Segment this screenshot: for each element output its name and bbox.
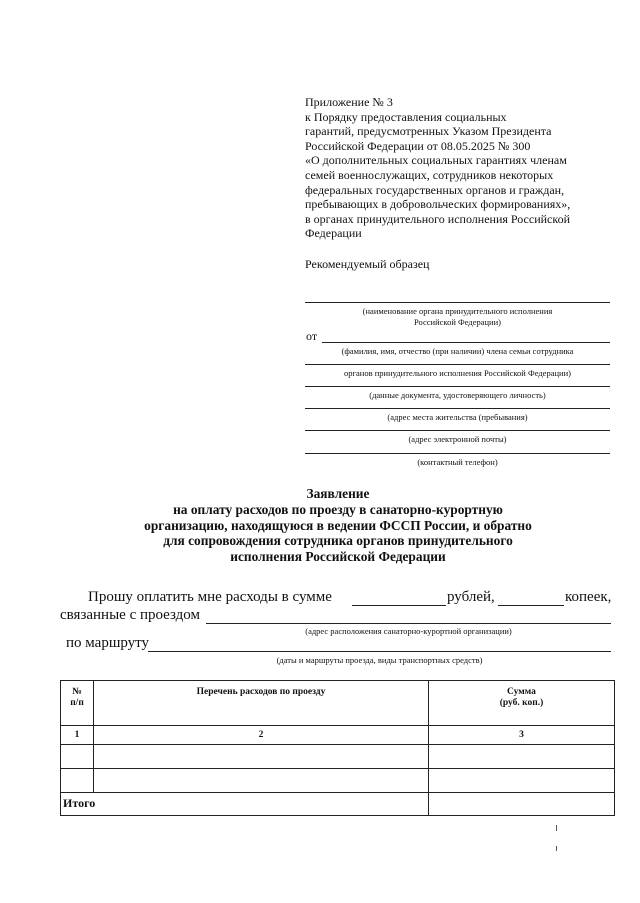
table-cell[interactable] [61, 769, 94, 793]
route-caption: (даты и маршруты проезда, виды транспортных средств) [276, 655, 483, 665]
document-title [60, 486, 616, 565]
phone-caption: (контактный телефон) [417, 457, 498, 467]
annex-line: в органах принудительного исполнения Российской [305, 211, 571, 226]
email-field[interactable] [305, 430, 610, 431]
table-row[interactable] [61, 745, 615, 769]
annex-line: Федерации [305, 226, 362, 241]
table-cell[interactable] [429, 745, 615, 769]
total-label: Итого [61, 793, 429, 816]
rubles-label: рублей, [447, 589, 495, 605]
header-number [61, 681, 94, 726]
annex-line: Российской Федерации от 08.05.2025 № 300 [305, 138, 531, 153]
annex-line: к Порядку предоставления социальных [305, 109, 507, 124]
annex-line: пребывающих в добровольческих формированиях», [305, 197, 571, 212]
table-cell[interactable] [429, 769, 615, 793]
header-number-symbol: № [72, 687, 82, 697]
related-text: связанные с проездом [60, 607, 201, 623]
sanatorium-address-field[interactable] [206, 623, 611, 624]
organ-name-field[interactable] [305, 302, 610, 303]
title-line: для сопровождения сотрудника органов принудительного [163, 533, 513, 549]
kopecks-label: копеек, [565, 589, 612, 605]
col-number-1: 1 [61, 726, 94, 745]
total-amount-cell[interactable] [429, 793, 615, 816]
organ-caption-3: органов принудительного исполнения Российской Федерации) [344, 368, 571, 378]
header-number-abbr: п/п [70, 698, 84, 708]
email-caption: (адрес электронной почты) [408, 434, 507, 444]
table-numbering-row [61, 726, 615, 745]
annex-line: семей военнослужащих, сотрудников некоторых [305, 167, 554, 182]
fio-field[interactable] [322, 342, 610, 343]
header-amount [429, 681, 615, 726]
annex-line: Приложение № 3 [305, 95, 393, 109]
col-number-3: 3 [429, 726, 615, 745]
annex-line: «О дополнительных социальных гарантиях членам [305, 153, 567, 168]
scan-speck [556, 825, 557, 831]
header-amount-unit: (руб. коп.) [499, 698, 544, 708]
table-row[interactable] [61, 769, 615, 793]
from-label: от [306, 329, 318, 343]
sanatorium-caption: (адрес расположения санаторно-курортной организации) [305, 626, 512, 636]
kopecks-field[interactable] [498, 605, 564, 606]
annex-header [305, 95, 605, 241]
request-text: Прошу оплатить мне расходы в сумме [88, 589, 332, 605]
rubles-field[interactable] [352, 605, 446, 606]
scan-speck [556, 846, 557, 851]
table-cell[interactable] [94, 769, 429, 793]
recommended-sample-label: Рекомендуемый образец [305, 257, 430, 271]
route-label: по маршруту [66, 635, 150, 651]
route-field[interactable] [148, 651, 611, 652]
title-line: Заявление [306, 486, 370, 501]
table-cell[interactable] [61, 745, 94, 769]
fio-caption: (фамилия, имя, отчество (при наличии) члена семьи сотрудника [341, 346, 574, 356]
document-caption: (данные документа, удостоверяющего личность) [369, 390, 546, 400]
table-header-row [61, 681, 615, 726]
annex-line: гарантий, предусмотренных Указом Президента [305, 124, 552, 139]
annex-line: федеральных государственных органов и граждан, [305, 182, 565, 197]
address-field[interactable] [305, 408, 610, 409]
fio-field-continued[interactable] [305, 364, 610, 365]
address-caption: (адрес места жительства (пребывания) [387, 412, 528, 422]
organ-caption-2: Российской Федерации) [414, 317, 501, 327]
title-line: организацию, находящуюся в ведении ФССП России, и обратно [144, 517, 532, 533]
title-line: на оплату расходов по проезду в санаторно-курортную [173, 501, 503, 517]
phone-field[interactable] [305, 453, 610, 454]
col-number-2: 2 [94, 726, 429, 745]
table-cell[interactable] [94, 745, 429, 769]
table-total-row [61, 793, 615, 816]
header-amount-label: Сумма [507, 687, 536, 697]
header-expenses-list: Перечень расходов по проезду [94, 681, 429, 726]
document-data-field[interactable] [305, 386, 610, 387]
expenses-table [60, 680, 615, 816]
title-line: исполнения Российской Федерации [230, 549, 446, 565]
organ-caption: (наименование органа принудительного исполнения [362, 306, 553, 316]
